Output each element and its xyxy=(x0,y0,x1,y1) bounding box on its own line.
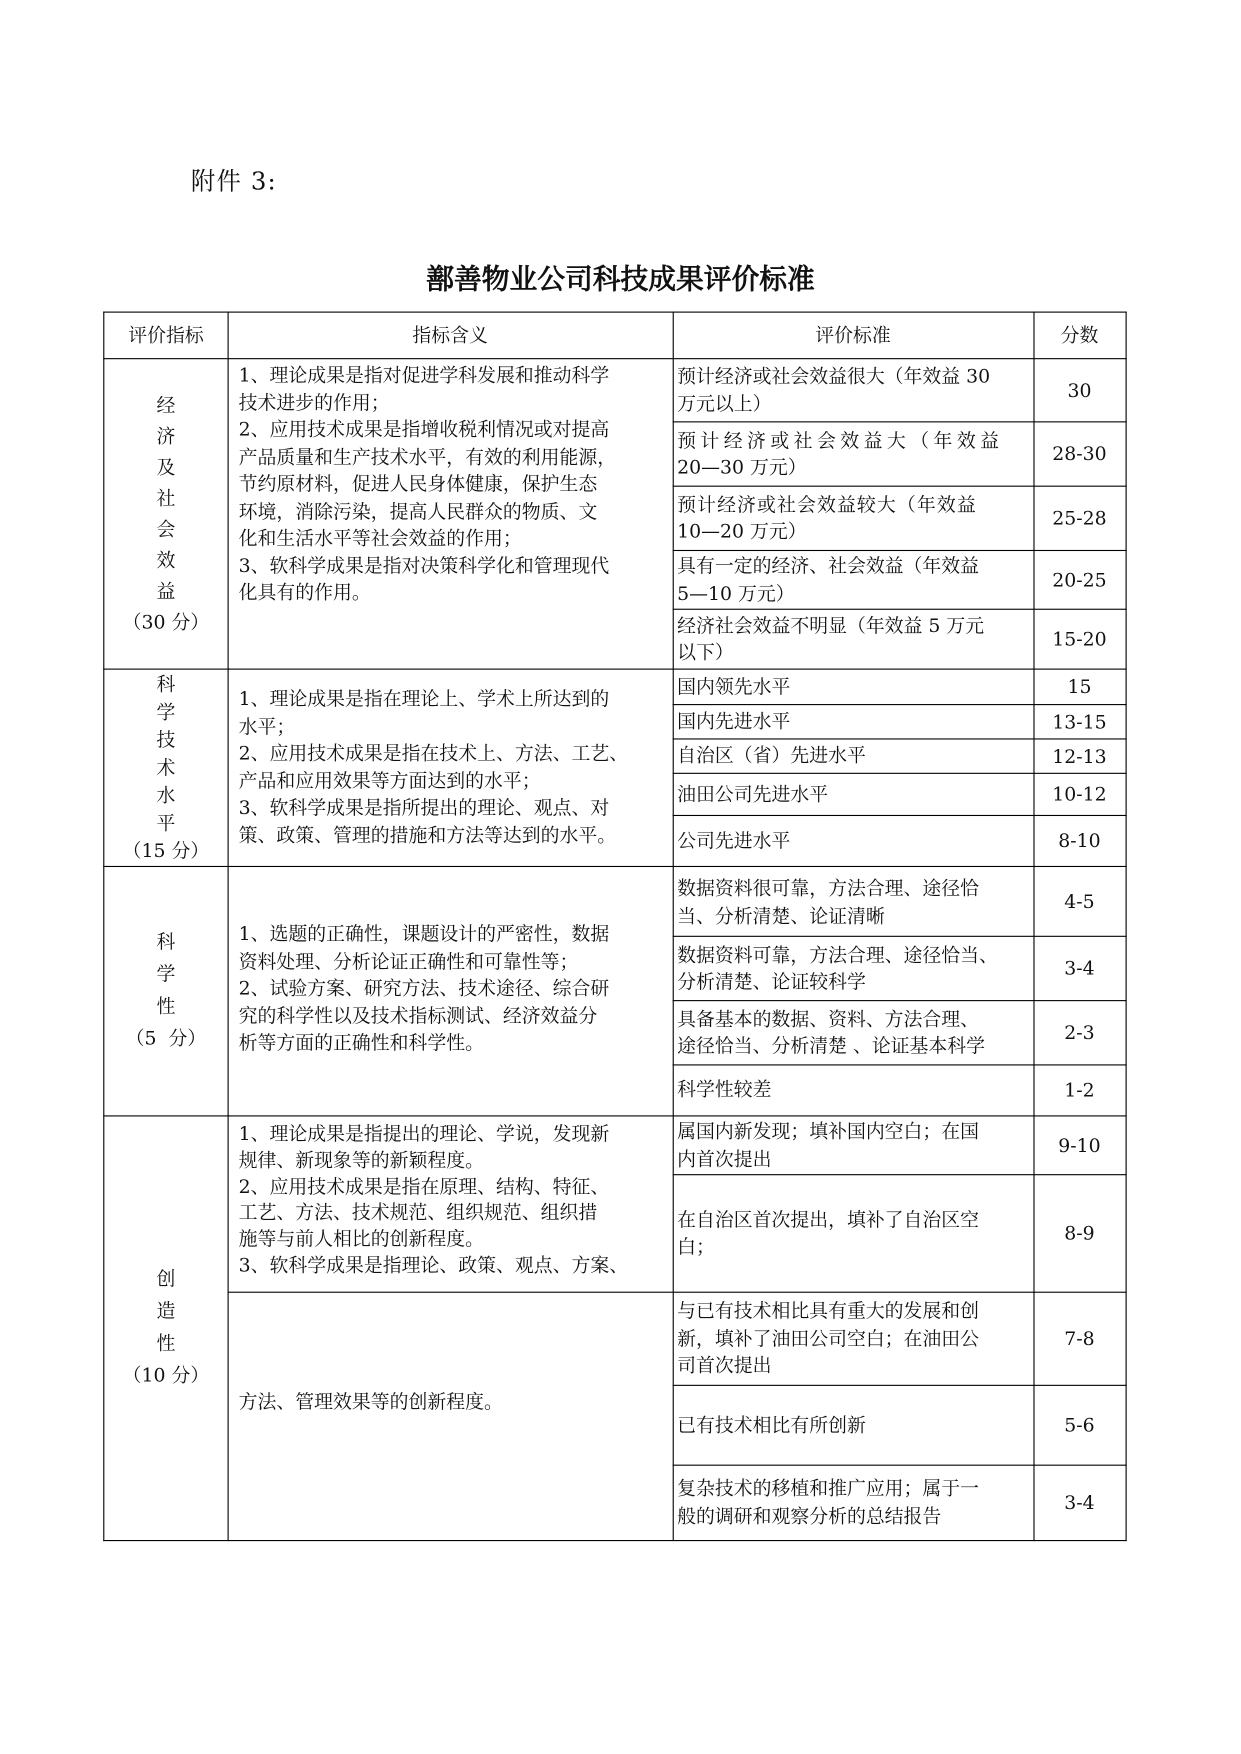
row-divider xyxy=(673,815,1127,816)
section-economic-label: 经 济 及 社 会 效 益 （30 分） xyxy=(104,385,227,644)
section-creativity-meaning-cont: 方法、管理效果等的创新程度。 xyxy=(238,1391,503,1414)
criteria-row: 自治区（省）先进水平 xyxy=(677,745,866,768)
row-divider xyxy=(673,486,1127,487)
criteria-row: 国内先进水平 xyxy=(677,710,791,734)
score-cell: 3-4 xyxy=(1064,957,1095,981)
score-cell: 7-8 xyxy=(1064,1328,1095,1351)
score-cell: 9-10 xyxy=(1058,1134,1101,1157)
attachment-label: 附件 3: xyxy=(190,168,277,197)
row-divider xyxy=(103,669,1126,670)
section-economic-meaning: 1、理论成果是指对促进学科发展和推动科学 技术进步的作用； 2、应用技术成果是指增收税利情况或对提高 产品质量和生产技术水平，有效的利用能源， 节约原材料，促进人民身体健康，保护生态 环境，消除污染，提高人民群众的物质、文 化和生活水平等社会效益的作用； 3、软科学成果是指对决策科学化和管理现代 化具有的作用。 xyxy=(238,364,617,605)
criteria-row: 复杂技术的移植和推广应用；属于一 般的调研和观察分析的总结报告 xyxy=(677,1477,980,1528)
criteria-row: 预计经济或社会效益大（年效益 20—30 万元） xyxy=(677,429,1004,479)
score-cell: 15-20 xyxy=(1052,628,1107,651)
criteria-row: 与已有技术相比具有重大的发展和创 新，填补了油田公司空白；在油田公 司首次提出 xyxy=(677,1300,980,1378)
score-cell: 30 xyxy=(1067,379,1092,402)
table-border xyxy=(103,312,104,1542)
criteria-row: 公司先进水平 xyxy=(677,830,791,853)
criteria-row: 油田公司先进水平 xyxy=(677,783,829,806)
score-cell: 2-3 xyxy=(1064,1022,1095,1045)
row-divider xyxy=(103,866,1126,867)
section-points: （10 分） xyxy=(122,1364,210,1388)
score-cell: 15 xyxy=(1067,676,1092,699)
row-divider xyxy=(673,1000,1127,1001)
section-points: （5 分） xyxy=(125,1027,207,1050)
row-divider xyxy=(673,738,1127,739)
section-tech-level-label: 科 学 技 术 水 平 （15 分） xyxy=(104,670,227,867)
score-cell: 3-4 xyxy=(1064,1491,1095,1514)
table-border xyxy=(1126,312,1127,1542)
section-creativity-meaning: 1、理论成果是指提出的理论、学说，发现新 规律、新现象等的新颖程度。 2、应用技术成果是指在原理、结构、特征、 工艺、方法、技术规范、组织规范、组织措 施等与前人相比的创新程度。 3、软科学成果是指理论、政策、观点、方案、 xyxy=(238,1123,629,1278)
table-border xyxy=(103,312,1126,313)
score-cell: 10-12 xyxy=(1052,783,1107,807)
row-divider xyxy=(673,1385,1127,1386)
table-border xyxy=(103,1540,1126,1541)
section-creativity-label: 创 造 性 （10 分） xyxy=(104,1116,227,1540)
column-divider xyxy=(673,312,674,1542)
criteria-row: 科学性较差 xyxy=(677,1079,772,1102)
row-divider xyxy=(673,1064,1127,1065)
score-cell: 1-2 xyxy=(1064,1079,1095,1102)
criteria-row: 属国内新发现；填补国内空白；在国 内首次提出 xyxy=(677,1120,980,1171)
section-tech-level-meaning: 1、理论成果是指在理论上、学术上所达到的 水平； 2、应用技术成果是指在技术上、方法、工艺、 产品和应用效果等方面达到的水平； 3、软科学成果是指所提出的理论、观点、对 策、政策、管理的措施和方法等达到的水平。 xyxy=(238,688,629,847)
header-indicator: 评价指标 xyxy=(128,324,204,347)
criteria-row: 具有一定的经济、社会效益（年效益 5—10 万元） xyxy=(677,555,980,605)
criteria-row: 具备基本的数据、资料、方法合理、 途径恰当、分析清楚 、论证基本科学 xyxy=(677,1008,986,1058)
column-divider xyxy=(228,312,229,1542)
criteria-row: 国内领先水平 xyxy=(677,676,791,699)
row-divider xyxy=(673,1465,1127,1466)
criteria-row: 在自治区首次提出，填补了自治区空 白； xyxy=(677,1209,980,1259)
score-cell: 20-25 xyxy=(1052,569,1107,592)
score-cell: 13-15 xyxy=(1052,711,1107,734)
criteria-row: 经济社会效益不明显（年效益 5 万元 以下） xyxy=(677,614,985,665)
row-divider xyxy=(673,773,1127,774)
column-divider xyxy=(1033,312,1034,1542)
row-divider xyxy=(103,358,1126,359)
page-title: 鄯善物业公司科技成果评价标准 xyxy=(426,262,815,295)
row-divider xyxy=(103,1115,1126,1116)
criteria-row: 预计经济或社会效益很大（年效益 30 万元以上） xyxy=(677,365,991,416)
section-points: （15 分） xyxy=(122,839,210,863)
score-cell: 12-13 xyxy=(1052,745,1107,768)
section-points: （30 分） xyxy=(122,612,210,635)
row-divider xyxy=(673,609,1127,610)
criteria-row: 数据资料很可靠，方法合理、途径恰 当、分析清楚、论证清晰 xyxy=(677,878,980,928)
section-scientific-meaning: 1、选题的正确性，课题设计的严密性，数据 资料处理、分析论证正确性和可靠性等； 2、试验方案、研究方法、技术途径、综合研 究的科学性以及技术指标测试、经济效益分 析等方面的正确性和科学性。 xyxy=(238,923,610,1055)
row-divider xyxy=(228,1292,1127,1293)
score-cell: 5-6 xyxy=(1064,1414,1095,1437)
header-criteria: 评价标准 xyxy=(815,324,891,347)
header-score: 分数 xyxy=(1060,324,1099,347)
row-divider xyxy=(673,936,1127,937)
row-divider xyxy=(673,550,1127,551)
section-scientific-label: 科 学 性 （5 分） xyxy=(104,867,227,1115)
criteria-row: 预计经济或社会效益较大（年效益 10—20 万元） xyxy=(677,493,977,544)
criteria-row: 数据资料可靠，方法合理、途径恰当、 分析清楚、论证较科学 xyxy=(677,944,998,994)
row-divider xyxy=(673,704,1127,705)
score-cell: 8-9 xyxy=(1064,1222,1095,1246)
score-cell: 25-28 xyxy=(1052,507,1107,530)
row-divider xyxy=(673,1174,1127,1175)
header-meaning: 指标含义 xyxy=(412,324,488,347)
score-cell: 28-30 xyxy=(1052,443,1107,466)
score-cell: 4-5 xyxy=(1064,890,1095,914)
score-cell: 8-10 xyxy=(1058,830,1101,853)
row-divider xyxy=(673,421,1127,422)
criteria-row: 已有技术相比有所创新 xyxy=(677,1414,866,1437)
